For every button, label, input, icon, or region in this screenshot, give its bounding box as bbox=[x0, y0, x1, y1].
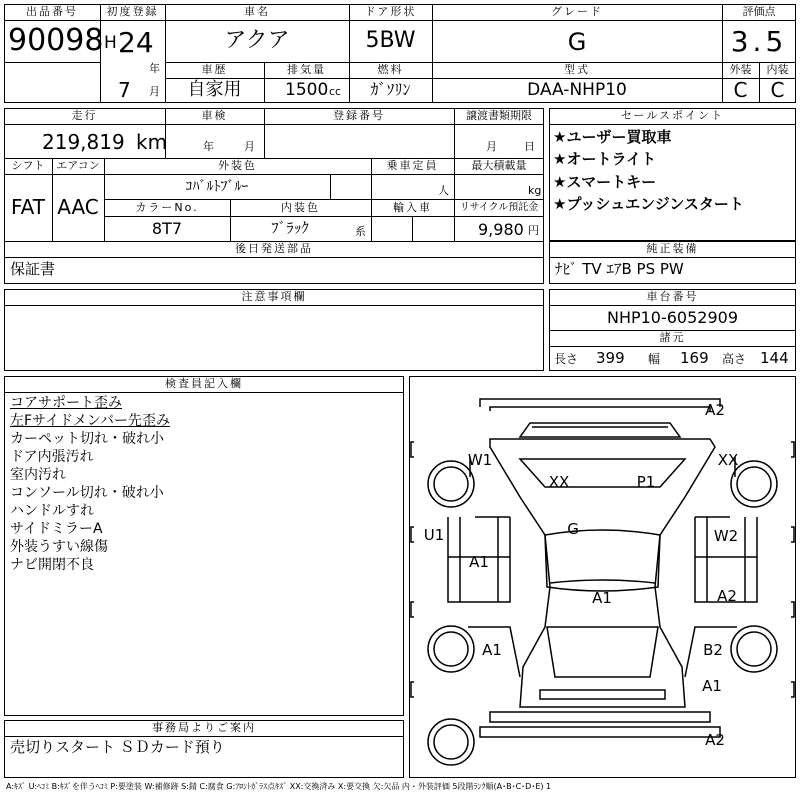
note-line: ハンドルすれ bbox=[10, 503, 94, 519]
length-label: 長さ bbox=[554, 352, 579, 366]
note-line: カーペット切れ・破れ小 bbox=[10, 431, 164, 447]
damage-mark: XX bbox=[548, 473, 570, 491]
capacity-unit: 人 bbox=[438, 184, 449, 197]
dims-label: 諸元 bbox=[659, 331, 686, 344]
car-name: アクア bbox=[224, 28, 290, 53]
model-code: DAA-NHP10 bbox=[527, 80, 627, 100]
ext-color: ｺﾊﾞﾙﾄﾌﾞﾙｰ bbox=[185, 179, 249, 195]
int-color-unit: 系 bbox=[355, 225, 366, 238]
damage-mark: A1 bbox=[482, 641, 502, 659]
recycle-fee: 9,980 bbox=[478, 220, 524, 239]
damage-mark: A2 bbox=[705, 401, 725, 419]
sales-point: ★ユーザー買取車 bbox=[553, 128, 672, 146]
damage-mark: A2 bbox=[717, 587, 737, 605]
transfer-label: 譲渡書類期限 bbox=[466, 109, 532, 122]
ext-grade: C bbox=[733, 78, 748, 102]
transfer-month-unit: 月 bbox=[486, 140, 497, 153]
score: 3.5 bbox=[730, 25, 788, 58]
note-line: 外装うすい線傷 bbox=[10, 539, 108, 555]
lot-label: 出品番号 bbox=[26, 5, 78, 18]
transfer-day-unit: 日 bbox=[524, 140, 535, 153]
import-label: 輸入車 bbox=[393, 201, 432, 214]
inspector-notes bbox=[10, 394, 400, 574]
reg-year: 24 bbox=[118, 26, 154, 59]
reg-label: 初度登録 bbox=[106, 5, 159, 18]
disp-unit: cc bbox=[329, 85, 342, 98]
ext-color-label: 外装色 bbox=[218, 159, 257, 172]
height-label: 高さ bbox=[722, 352, 747, 366]
height: 144 bbox=[760, 349, 789, 367]
car-diagram-svg bbox=[410, 377, 795, 777]
note-line: サイドミラーA bbox=[10, 521, 103, 537]
note-line: 左Fサイドメンバー先歪み bbox=[10, 413, 170, 429]
office-label: 事務局よりご案内 bbox=[152, 721, 256, 734]
damage-mark: W2 bbox=[713, 527, 739, 545]
color-no: 8T7 bbox=[151, 219, 183, 238]
fuel-label: 燃料 bbox=[377, 63, 404, 76]
grade: G bbox=[567, 28, 587, 56]
aircon: AAC bbox=[57, 195, 99, 219]
chassis-number: NHP10-6052909 bbox=[606, 308, 739, 327]
damage-mark: W1 bbox=[467, 451, 493, 469]
recycle-unit: 円 bbox=[528, 224, 539, 237]
damage-mark: G bbox=[567, 520, 579, 538]
color-no-label: カラーNo. bbox=[135, 201, 199, 214]
shift-label: シフト bbox=[11, 159, 45, 172]
legend: A:ｷｽﾞ U:ﾍｺﾐ B:ｷｽﾞを伴うﾍｺﾐ P:要塗装 W:補修跡 S:錆 C:腐食 G:ﾌﾛﾝﾄｶﾞﾗｽ点ｷｽﾞ XX:交換済み X:要交換 欠:欠品 内・外装評価 5段階ﾗﾝｸ順(A･B･C･D･E) 1 bbox=[6, 782, 552, 791]
plate-label: 登録番号 bbox=[333, 109, 385, 122]
int-grade: C bbox=[770, 78, 785, 102]
damage-mark: B2 bbox=[703, 641, 723, 659]
sales-point: ★オートライト bbox=[553, 150, 656, 168]
year-unit: 年 bbox=[149, 62, 160, 75]
displacement: 1500 bbox=[285, 80, 329, 100]
grade-label: グレード bbox=[551, 5, 603, 18]
inspector-label: 検査員記入欄 bbox=[165, 377, 243, 390]
int-color: ﾌﾞﾗｯｸ bbox=[271, 219, 309, 237]
name-label: 車名 bbox=[244, 5, 270, 18]
recycle-label: リサイクル預託金 bbox=[459, 202, 539, 213]
int-color-label: 内装色 bbox=[281, 201, 320, 214]
month-unit: 月 bbox=[149, 85, 160, 98]
model-label: 型式 bbox=[564, 63, 590, 76]
sales-point: ★スマートキー bbox=[553, 173, 657, 191]
history-label: 車歴 bbox=[201, 63, 228, 76]
damage-mark: A1 bbox=[469, 553, 489, 571]
width: 169 bbox=[680, 349, 709, 367]
damage-mark: A1 bbox=[702, 677, 722, 695]
reg-month: 7 bbox=[118, 78, 131, 102]
car-diagram bbox=[409, 376, 796, 778]
width-label: 幅 bbox=[648, 352, 661, 366]
damage-mark: A2 bbox=[705, 731, 725, 749]
damage-mark: P1 bbox=[636, 473, 656, 491]
caution-label: 注意事項欄 bbox=[241, 290, 307, 303]
note-line: 室内汚れ bbox=[10, 467, 66, 483]
later-parts-label: 後日発送部品 bbox=[235, 242, 313, 255]
ac-label: エアコン bbox=[56, 159, 100, 172]
load-unit: kg bbox=[528, 184, 542, 197]
sales-point: ★プッシュエンジンスタート bbox=[553, 195, 744, 213]
note-line: ドア内張汚れ bbox=[10, 449, 94, 465]
office-text: 売切りスタート ＳＤカード預り bbox=[10, 738, 225, 756]
shift: FAT bbox=[10, 195, 45, 219]
disp-label: 排気量 bbox=[287, 63, 326, 76]
mileage-unit: km bbox=[136, 130, 168, 154]
insp-month-unit: 月 bbox=[244, 140, 255, 153]
later-parts: 保証書 bbox=[10, 260, 56, 278]
note-line: ナビ開閉不良 bbox=[10, 557, 94, 573]
era: H bbox=[104, 33, 117, 53]
damage-mark: U1 bbox=[423, 526, 445, 544]
length: 399 bbox=[596, 349, 625, 367]
history: 自家用 bbox=[187, 79, 242, 100]
equipment-items: ﾅﾋﾞ TV ｴｱB PS PW bbox=[555, 260, 684, 278]
damage-mark: XX bbox=[717, 451, 739, 469]
note-line: コアサポート歪み bbox=[10, 395, 122, 411]
door-type: 5BW bbox=[365, 28, 416, 53]
equipment-label: 純正装備 bbox=[646, 242, 699, 255]
door-label: ドア形状 bbox=[364, 5, 417, 18]
load-label: 最大積載量 bbox=[471, 159, 527, 172]
score-label: 評価点 bbox=[742, 5, 776, 18]
int-label: 内装 bbox=[766, 63, 789, 76]
sales-label: セールスポイント bbox=[620, 109, 724, 122]
damage-mark: A1 bbox=[592, 589, 612, 607]
mileage: 219,819 bbox=[42, 130, 125, 154]
insp-year-unit: 年 bbox=[203, 140, 214, 153]
capacity-label: 乗車定員 bbox=[386, 159, 439, 172]
chassis-label: 車台番号 bbox=[646, 290, 699, 303]
note-line: コンソール切れ・破れ小 bbox=[10, 485, 164, 501]
fuel: ｶﾞｿﾘﾝ bbox=[370, 80, 411, 99]
inspection-label: 車検 bbox=[201, 109, 228, 122]
mileage-label: 走行 bbox=[71, 109, 98, 122]
ext-label: 外装 bbox=[729, 63, 752, 76]
lot-number: 90098 bbox=[8, 23, 104, 58]
